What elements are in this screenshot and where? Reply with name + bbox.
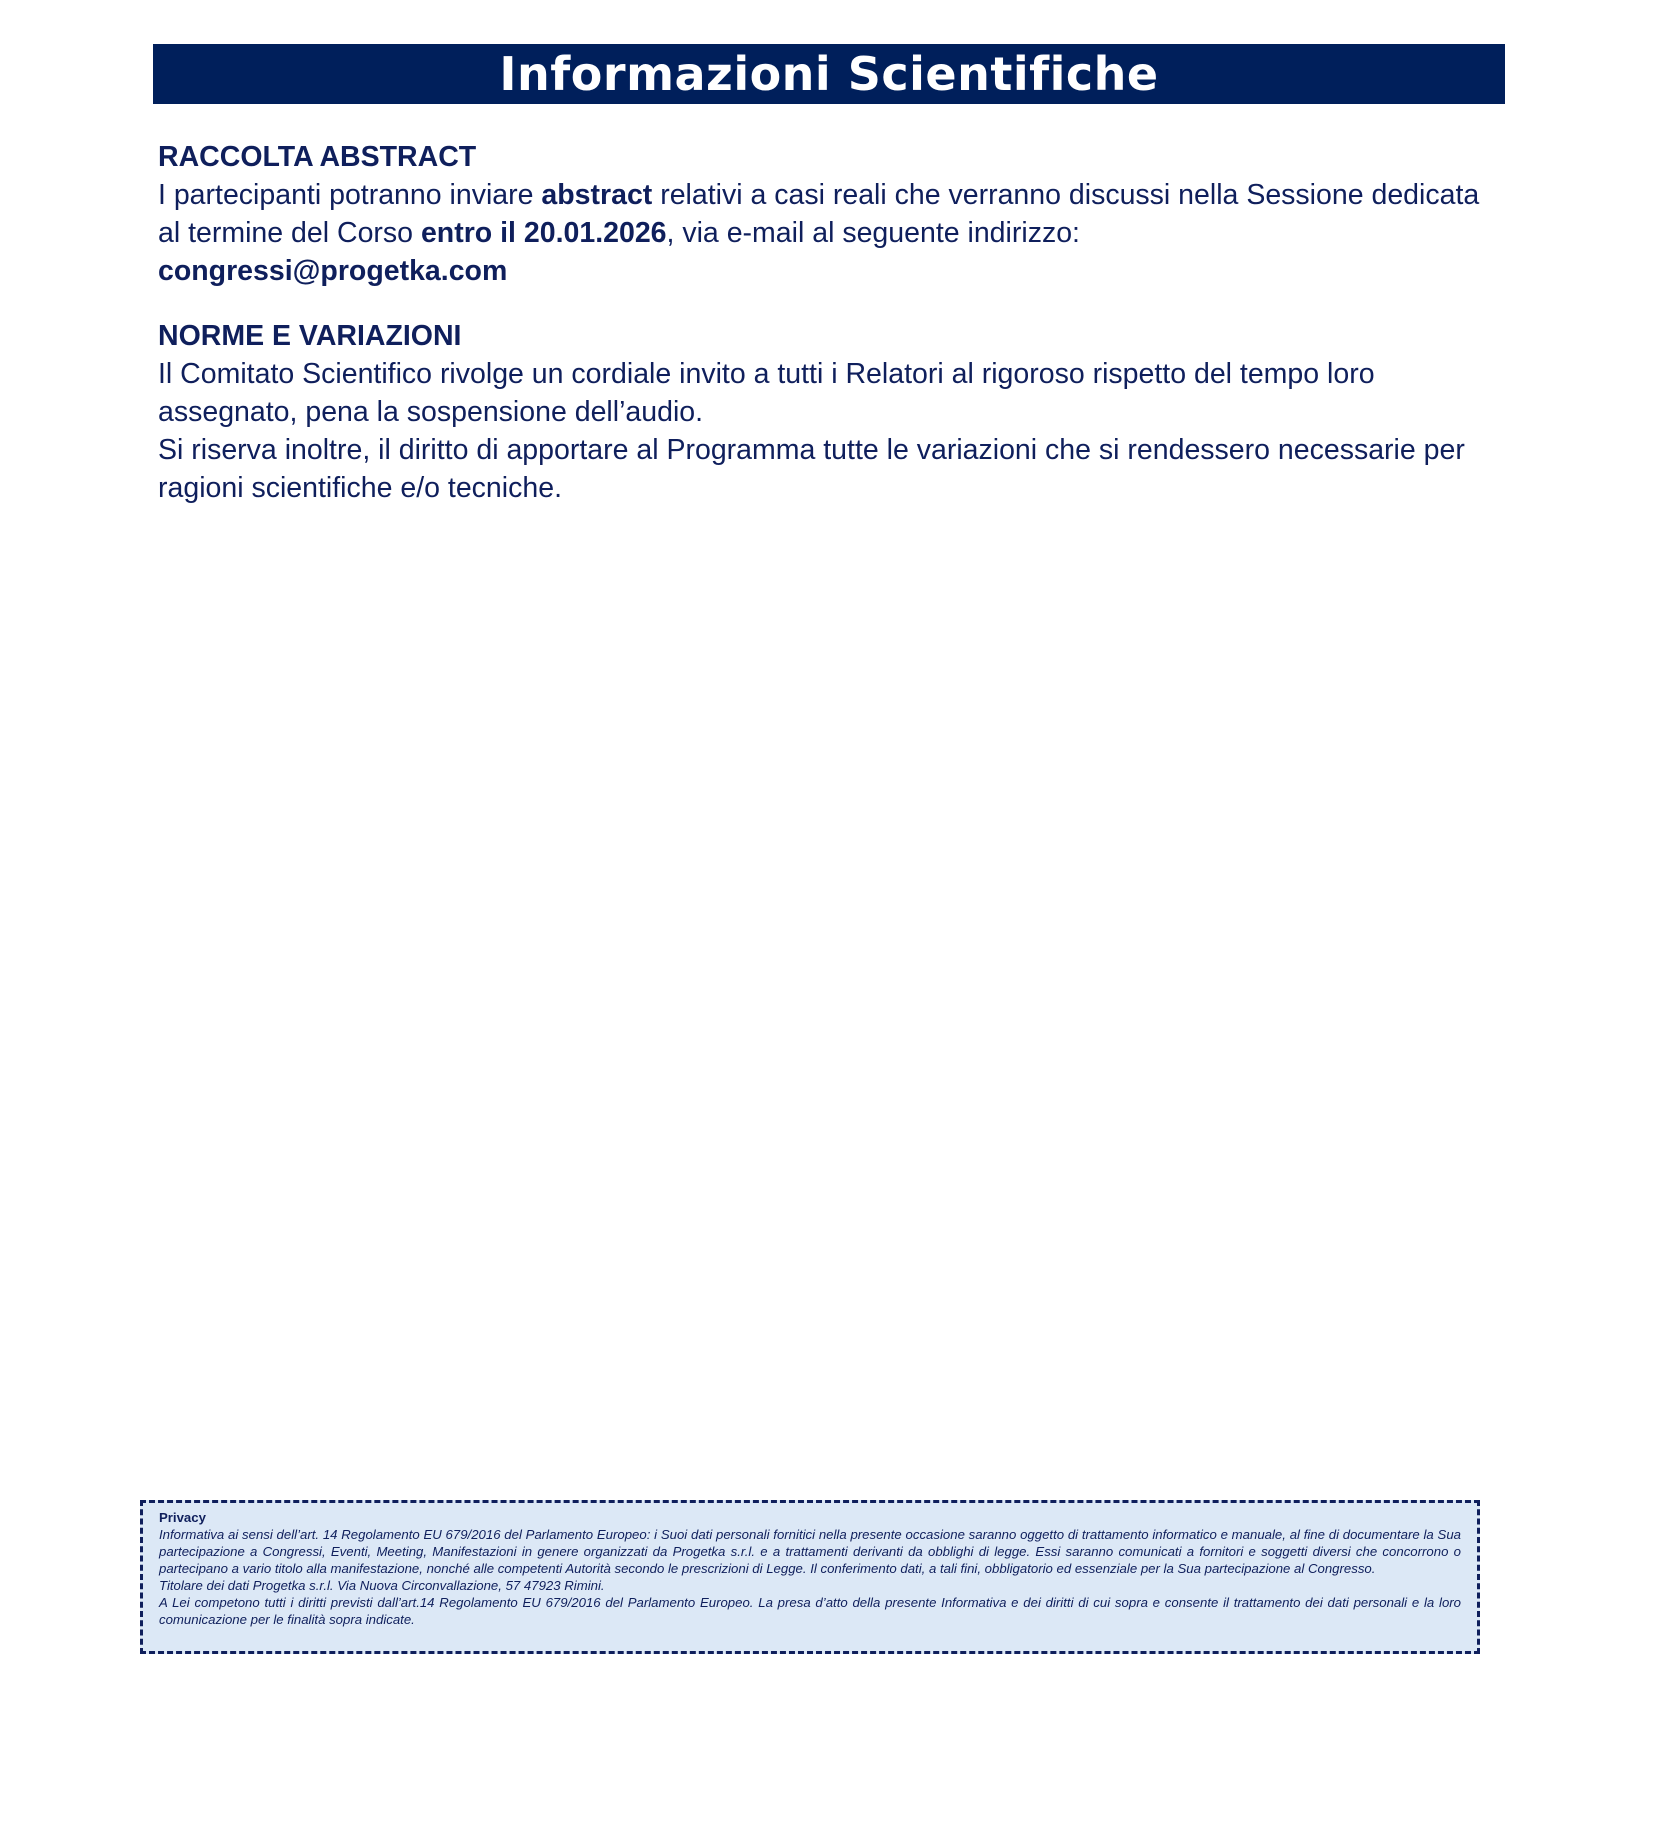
privacy-box xyxy=(140,1500,1480,1654)
abstract-bold-1: abstract xyxy=(541,179,653,211)
abstract-section xyxy=(158,138,1508,290)
abstract-heading: RACCOLTA ABSTRACT xyxy=(158,141,477,173)
abstract-paragraph xyxy=(158,176,1508,252)
privacy-text-3: A Lei competono tutti i diritti previsti dall’art.14 Regolamento EU 679/2016 del Parlamento Europeo. La presa d’atto della presente Informativa e dei diritti di cui sopra e consente il trattamento dei dati personali e la loro comunicazione per le finalità sopra indicate. xyxy=(159,1595,1461,1627)
privacy-title: Privacy xyxy=(159,1510,206,1525)
rules-heading: NORME E VARIAZIONI xyxy=(158,320,462,352)
rules-paragraph-2: Si riserva inoltre, il diritto di apportare al Programma tutte le variazioni che si rendessero necessarie per ragioni scientifiche e/o tecniche. xyxy=(158,434,1465,504)
rules-section xyxy=(158,317,1508,507)
abstract-email-link[interactable]: congressi@progetka.com xyxy=(158,255,508,287)
abstract-deadline: entro il 20.01.2026 xyxy=(420,217,667,249)
privacy-text-2: Titolare dei dati Progetka s.r.l. Via Nuova Circonvallazione, 57 47923 Rimini. xyxy=(159,1578,605,1593)
page-title: Informazioni Scientifiche xyxy=(499,47,1159,101)
abstract-text-2: relativi a casi reali che verranno discussi nella Sessione dedicata al termine del Corso xyxy=(158,179,1480,249)
rules-paragraph-1: Il Comitato Scientifico rivolge un cordiale invito a tutti i Relatori al rigoroso rispetto del tempo loro assegnato, pena la sospensione dell’audio. xyxy=(158,358,1375,428)
title-banner xyxy=(153,44,1505,104)
abstract-text-3: , via e-mail al seguente indirizzo: xyxy=(666,217,1080,249)
abstract-text-1: I partecipanti potranno inviare xyxy=(158,179,542,211)
privacy-text-1: Informativa ai sensi dell’art. 14 Regolamento EU 679/2016 del Parlamento Europeo: i Suoi dati personali forniticі nella presente occasione saranno oggetto di trattamento informatico e manuale, al fine di documentare la Sua partecipazione a Congressi, Eventi, Meeting, Manifestazioni in genere organizzati da Progetka s.r.l. e a trattamenti derivanti da obblighi di legge. Essi saranno comunicati a fornitori e soggetti diversi che concorrono o partecipano a vario titolo alla manifestazione, nonché alle competenti Autorità secondo le prescrizioni di Legge. Il conferimento dati, a tali fini, obbligatorio ed essenziale per la Sua partecipazione al Congresso. xyxy=(159,1527,1461,1576)
